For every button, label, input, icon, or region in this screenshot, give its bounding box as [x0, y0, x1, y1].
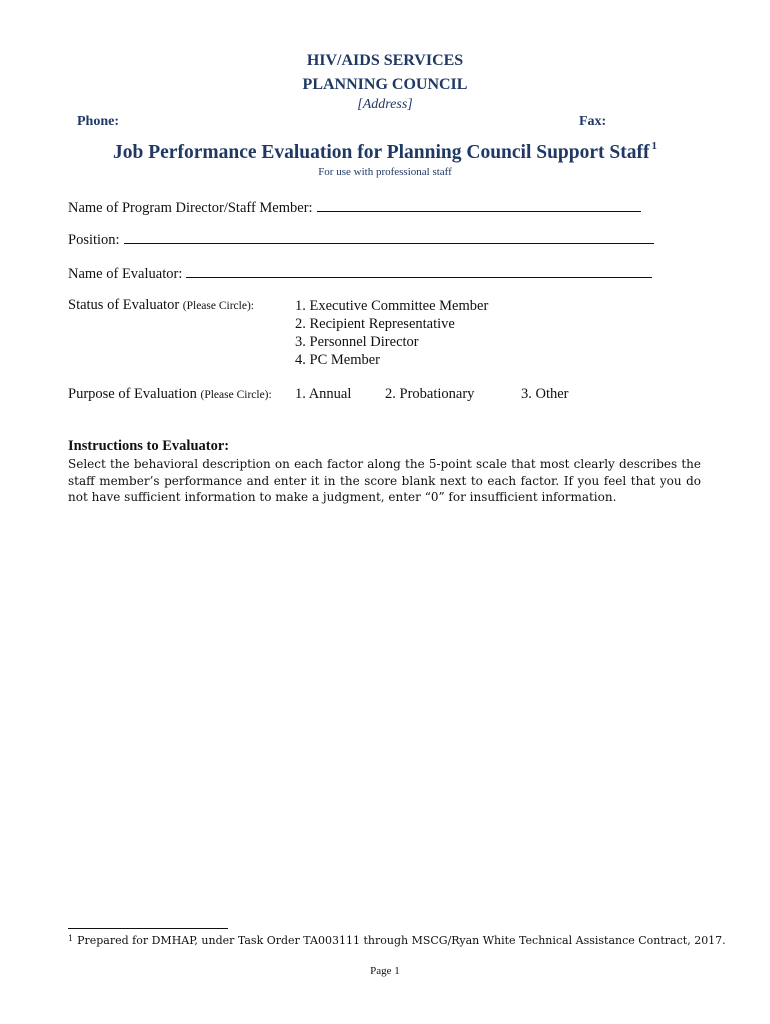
staff-name-blank[interactable] — [317, 199, 641, 212]
staff-name-label: Name of Program Director/Staff Member: — [68, 200, 313, 216]
org-name-line1: HIV/AIDS SERVICES — [306, 52, 464, 69]
evaluator-name-blank[interactable] — [186, 265, 652, 278]
purpose-hint: (Please Circle): — [200, 389, 272, 401]
position-blank[interactable] — [124, 231, 654, 244]
status-hint: (Please Circle): — [182, 300, 254, 312]
footnote — [68, 934, 726, 947]
evaluator-name-label: Name of Evaluator: — [68, 266, 183, 282]
status-label-text: Status of Evaluator — [68, 297, 180, 313]
purpose-option-probationary[interactable]: 2. Probationary — [385, 386, 475, 402]
purpose-option-annual[interactable]: 1. Annual — [295, 386, 352, 402]
status-option[interactable]: 1. Executive Committee Member — [295, 298, 489, 314]
phone-label: Phone: — [77, 114, 119, 129]
instructions-body: Select the behavioral description on each factor along the 5-point scale that most clearly describes the staff member’s performance and enter it in the score blank next to each factor. If you feel that you do not have sufficient information to make a judgment, enter “0” for insufficient information. — [68, 457, 701, 504]
status-option[interactable]: 3. Personnel Director — [295, 334, 419, 350]
title-footnote-marker: 1 — [651, 140, 657, 152]
status-option[interactable]: 4. PC Member — [295, 352, 380, 368]
purpose-option-other[interactable]: 3. Other — [521, 386, 569, 402]
position-field — [68, 231, 654, 249]
fax-label: Fax: — [579, 114, 607, 129]
document-subtitle: For use with professional staff — [318, 166, 452, 178]
footnote-text: Prepared for DMHAP, under Task Order TA003111 through MSCG/Ryan White Technical Assistance Contract, 2017. — [77, 934, 726, 947]
address-placeholder: [Address] — [357, 97, 413, 112]
footnote-marker: 1 — [68, 934, 74, 943]
staff-name-field — [68, 199, 641, 217]
org-name-line2: PLANNING COUNCIL — [302, 76, 468, 93]
footnote-divider — [68, 928, 228, 929]
instructions-heading: Instructions to Evaluator: — [68, 438, 230, 454]
purpose-label-text: Purpose of Evaluation — [68, 386, 197, 402]
evaluator-status-options — [295, 297, 488, 369]
evaluation-purpose-label — [68, 386, 272, 403]
evaluator-name-field — [68, 265, 652, 283]
evaluator-status-label — [68, 297, 254, 314]
status-option[interactable]: 2. Recipient Representative — [295, 316, 455, 332]
page-number: Page 1 — [370, 965, 400, 977]
document-title — [0, 142, 770, 164]
position-label: Position: — [68, 232, 120, 248]
document-title-text: Job Performance Evaluation for Planning Council Support Staff — [113, 142, 650, 163]
